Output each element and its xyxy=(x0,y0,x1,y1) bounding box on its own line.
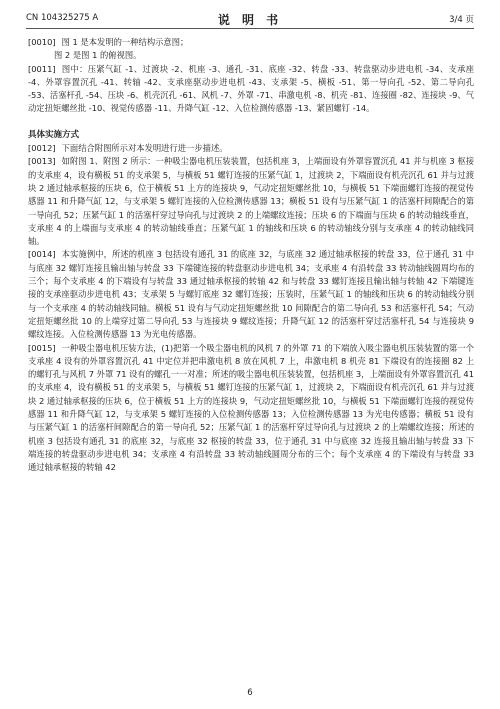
page-number: 6 xyxy=(247,688,253,698)
paragraph-0012 xyxy=(28,142,474,155)
paragraph-tag: [0013] xyxy=(28,156,56,167)
paragraph-text: 本实施例中，所述的机座 3 包括设有通孔 31 的底座 32，与底座 32 通过轴承枢接的转盘 33，位于通孔 31 中与底座 32 螺钉连接且输出轴与转盘 33 下端键连接的转盘驱动步进电机 34；支承座 4 有沿转盘 33 转动轴线圆周均布的三个；每个支承座 4 的下端设有与转盘 33 通过轴承枢接的转轴 42 和与转盘 33 螺钉连接且输出轴与转轴 42 下端键连接的支承座驱动步进电机 43；支承架 5 与螺钉底座 32 螺钉连接；压装时，压紧气缸 1 的轴线和压块 6 的转动轴线分别与一个支承座 4 的转动轴线同轴。横板 51 设有与气动定扭矩螺丝批 10 间隙配合的第二导向孔 53 和活塞杆孔 54；气动定扭矩螺丝批 10 的上端穿过第二导向孔 53 与连接块 9 螺纹连接；升降气缸 12 的活塞杆穿过活塞杆孔 54 与连接块 9 螺纹连接。入位检测传感器 13 为光电传感器。 xyxy=(28,249,474,340)
document-title: 说 明 书 xyxy=(217,13,283,27)
paragraph-0010 xyxy=(28,36,474,49)
page-header xyxy=(26,10,474,29)
paragraph-tag: [0015] xyxy=(28,342,56,353)
paragraph-text: 图 1 是本发明的一种结构示意图； xyxy=(61,37,189,47)
paragraph-text: 一种吸尘器电机压装方法，(1)把第一个吸尘器电机的风机 7 的外罩 71 的下端放入吸尘器电机压装装置的第一个支承座 4 设有的外罩容置沉孔 41 中定位并把串激电机 8 放在风机 7 上，串激电机 8 机壳 81 下端设有的连接圈 82 上的螺钉孔与风机 7 外罩 71 设有的螺孔一一对准；所述的吸尘器电机压装装置，包括机座 3，上端面设有外罩容置沉孔 41 的支承座 4，设有横板 51 的支承架 5，与横板 51 螺钉连接的压紧气缸 1，过渡块 2，下端面设有机壳沉孔 61 并与过渡块 2 通过轴承枢接的压块 6，位于横板 51 上方的连接块 9，气动定扭矩螺丝批 10，与横板 51 下端面螺钉连接的视觉传感器 11 和升降气缸 12，与支承架 5 螺钉连接的入位检测传感器 13；入位检测传感器 13 为光电传感器；横板 51 设有与压紧气缸 1 的活塞杆间隙配合的第一导向孔 52；压紧气缸 1 的活塞杆穿过导向孔与过渡块 2 的上端螺纹连接；所述的机座 3 包括设有通孔 31 的底座 32，与底座 32 枢接的转盘 33，位于通孔 31 中与底座 32 连接且输出轴与转盘 33 下端连接的转盘驱动步进电机 34；支承座 4 有沿转盘 33 转动轴线圆周分布的三个；每个支承座 4 的下端设有与转盘 33 通过轴承枢接的转轴 42 xyxy=(28,342,474,473)
paragraph-0013 xyxy=(28,155,474,248)
paragraph-text: 图 2 是图 1 的俯视图。 xyxy=(54,50,142,61)
paragraph-tag: [0011] xyxy=(28,63,56,74)
paragraph-text: 如附图 1、附图 2 所示：一种吸尘器电机压装装置，包括机座 3，上端面设有外罩容置沉孔 41 并与机座 3 枢接的支承座 4，设有横板 51 的支承架 5，与横板 51 螺钉连接的压紧气缸 1，过渡块 2，下端面设有机壳沉孔 61 并与过渡块 2 通过轴承枢接的压块 6，位于横板 51 上方的连接块 9，气动定扭矩螺丝批 10，与横板 51 下端面螺钉连接的视觉传感器 11 和升降气缸 12，与支承架 5 螺钉连接的入位检测传感器 13；横板 51 设有与压紧气缸 1 的活塞杆间隙配合的第一导向孔 52；压紧气缸 1 的活塞杆穿过导向孔与过渡块 2 的上端螺纹连接；压块 6 的下端面与压块 6 的转动轴线垂直，支承座 4 的上端面与支承座 4 的转动轴线垂直；压紧气缸 1 的轴线和压块 6 的转动轴线分别与支承座 4 的转动轴线同轴。 xyxy=(28,156,474,247)
paragraph-text: 图中：压紧气缸 -1、过渡块 -2、机座 -3、通孔 -31、底座 -32、转盘 -33、转盘驱动步进电机 -34、支承座 -4、外罩容置沉孔 -41、转轴 -42、支承座驱动步进电机 -43、支承架 -5、横板 -51、第一导向孔 -52、第二导向孔 -53、活塞杆孔 -54、压块 -6、机壳沉孔 -61、风机 -7、外罩 -71、串激电机 -8、机壳 -81、连接圈 -82、连接块 -9、气动定扭矩螺丝批 -10、视觉传感器 -11、升降气缸 -12、入位检测传感器 -13、紧固螺钉 -14。 xyxy=(28,63,474,114)
publication-number: CN 104325275 A xyxy=(26,13,99,23)
paragraph-0014 xyxy=(28,248,474,341)
paragraph-text: 下面结合附图所示对本发明进行进一步描述。 xyxy=(61,143,228,154)
section-title: 具体实施方式 xyxy=(28,129,80,140)
paragraph-0011 xyxy=(28,63,474,116)
paragraph-tag: [0010] xyxy=(28,37,56,47)
spacer xyxy=(28,116,474,129)
paragraph-tag: [0014] xyxy=(28,249,56,260)
page-indicator: 3/4 页 xyxy=(449,15,474,25)
paragraph-0015 xyxy=(28,342,474,475)
document-body xyxy=(28,36,474,475)
paragraph-tag: [0012] xyxy=(28,143,56,154)
paragraph-0010-line2 xyxy=(28,49,474,62)
